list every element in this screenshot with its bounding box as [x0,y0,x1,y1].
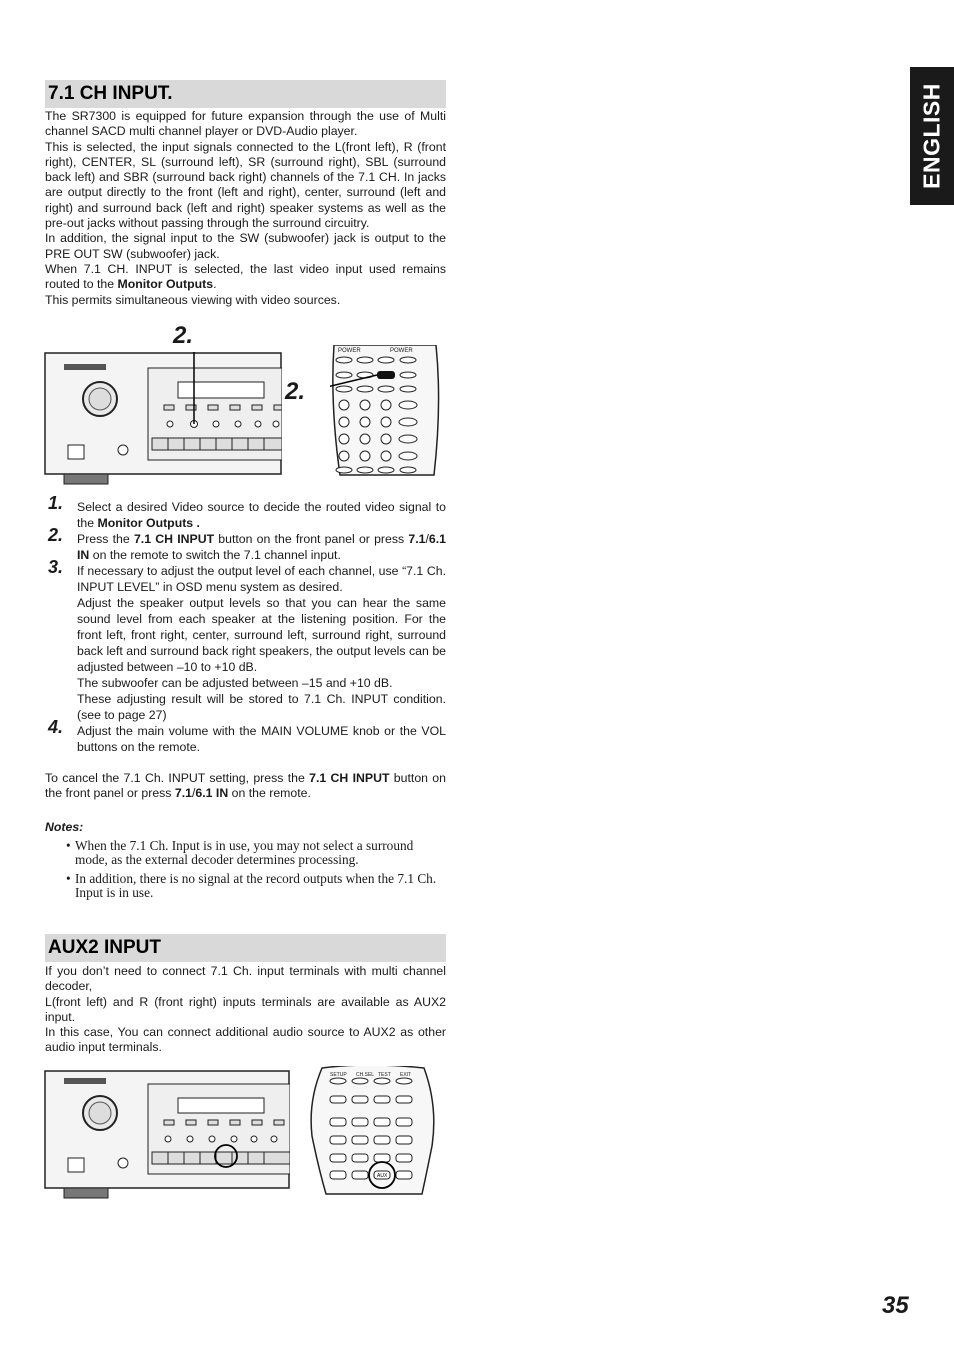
text: The subwoofer can be adjusted between –15 and +10 dB. [77,676,393,690]
notes-label: Notes: [45,820,84,834]
text: button on the front panel or press [45,771,446,801]
aux-label: AUX [377,1173,388,1179]
paragraph: If you don’t need to connect 7.1 Ch. input terminals with multi channel decoder, [45,964,446,994]
section-heading-7-1-ch-input [45,80,446,108]
paragraph: The SR7300 is equipped for future expansion through the use of Multi channel SACD multi channel player or DVD-Audio player. [45,109,446,139]
paragraph: This permits simultaneous viewing with video sources. [45,292,341,307]
step-number: 1. [48,493,64,513]
note-text: When the 7.1 Ch. Input is in use, you may not select a surround mode, as the external decoder determines processing. [75,838,414,867]
remote-label: CH.SEL [356,1072,375,1078]
step-2 [45,525,446,563]
bold-text: 7.1 CH INPUT [309,771,390,785]
remote-label: POWER [338,348,361,354]
note-item [66,839,446,867]
power-button [68,1158,84,1172]
section-title: AUX2 INPUT [48,937,161,958]
text: Select a desired Video source to decide the routed video signal to the [77,500,446,530]
text: Press the [77,532,134,546]
bullet-icon: • [66,838,71,853]
note-item [66,872,446,900]
section2-body [45,964,446,1056]
bold-text: 6.1 IN [77,532,446,562]
text: on the remote. [228,786,311,801]
bold-text: 6.1 IN [195,786,229,801]
paragraph: L(front left) and R (front right) inputs terminals are available as AUX2 input. [45,994,446,1024]
text: These adjusting result will be stored to 7.1 Ch. INPUT condition. (see to page 27) [77,692,446,722]
step-number: 3. [48,557,64,577]
text: Adjust the speaker output levels so that you can hear the same sound level from each speaker at the listening position. For the front left, front right, center, surround left, surround right, surround back left and surround back right speakers, the output levels can be adjusted between –10 to +10 dB. [77,596,446,674]
remote-illustration [330,345,442,476]
page-number: 35 [882,1292,909,1319]
note-text: In addition, there is no signal at the record outputs when the 7.1 Ch. Input is in use. [75,871,437,900]
section-heading-aux2-input [45,934,446,962]
power-button [68,445,84,459]
bold-text: 7.1 [408,532,426,546]
brand-logo [64,1078,106,1084]
remote-label: POWER [390,348,413,354]
text: . [213,277,217,292]
text: When 7.1 CH. INPUT is selected, the last video input used remains routed to the [45,261,446,292]
language-tab [910,67,954,205]
7-1-6-1-in-button [377,371,395,379]
step-number: 2. [48,525,64,545]
paragraph-monitor-outputs [45,262,446,293]
language-tab-label: ENGLISH [918,83,945,189]
text: / [425,532,429,546]
step-number: 4. [48,717,64,737]
paragraph: In this case, You can connect additional audio source to AUX2 as other audio input terminals. [45,1025,446,1055]
text: Adjust the main volume with the MAIN VOLUME knob or the VOL buttons on the remote. [77,724,446,754]
step-3 [45,557,446,723]
remote-label: EXIT [400,1072,412,1078]
bold-text: 7.1 CH INPUT [133,532,215,546]
bold-text: 7.1 [174,786,192,801]
paragraph: In addition, the signal input to the SW (subwoofer) jack is output to the PRE OUT SW (subwoofer) jack. [45,231,446,261]
brand-logo [64,364,106,370]
display-window [178,382,264,398]
text: / [191,786,196,801]
step-4 [45,717,446,755]
remote-label: SETUP [330,1072,347,1078]
front-panel-illustration-aux2 [44,1070,290,1200]
remote-illustration-aux2 [308,1066,438,1196]
cancel-paragraph [45,771,446,802]
text: button on the front panel or press [214,532,409,546]
remote-label: TEST [378,1072,391,1078]
section-title: 7.1 CH INPUT. [48,83,173,104]
callout-step-2-front: 2. [173,322,194,349]
step-1 [45,493,446,531]
bold-text: Monitor Outputs . [97,516,200,530]
front-panel-illustration [44,352,282,486]
text: on the remote to switch the 7.1 channel input. [89,548,341,562]
text: If necessary to adjust the output level of each channel, use “7.1 Ch. INPUT LEVEL” in OSD menu system as desired. [77,564,446,594]
text: To cancel the 7.1 Ch. INPUT setting, press the [45,771,310,785]
callout-step-2-remote: 2. [285,378,306,405]
paragraph: This is selected, the input signals connected to the L(front left), R (front right), CENTER, SL (surround left), SR (surround right), SBL (surround back left) and SBR (surround back right) channels of the 7.1 CH. In jacks are output directly to the front (left and right), center, surround (left and right) and surround back (left and right) speaker systems as well as the pre-out jacks without passing through the surround circuitry. [45,139,446,231]
bullet-icon: • [66,871,71,886]
display-window [178,1098,264,1113]
section1-body [45,109,446,308]
bold-text: Monitor Outputs [117,277,214,292]
